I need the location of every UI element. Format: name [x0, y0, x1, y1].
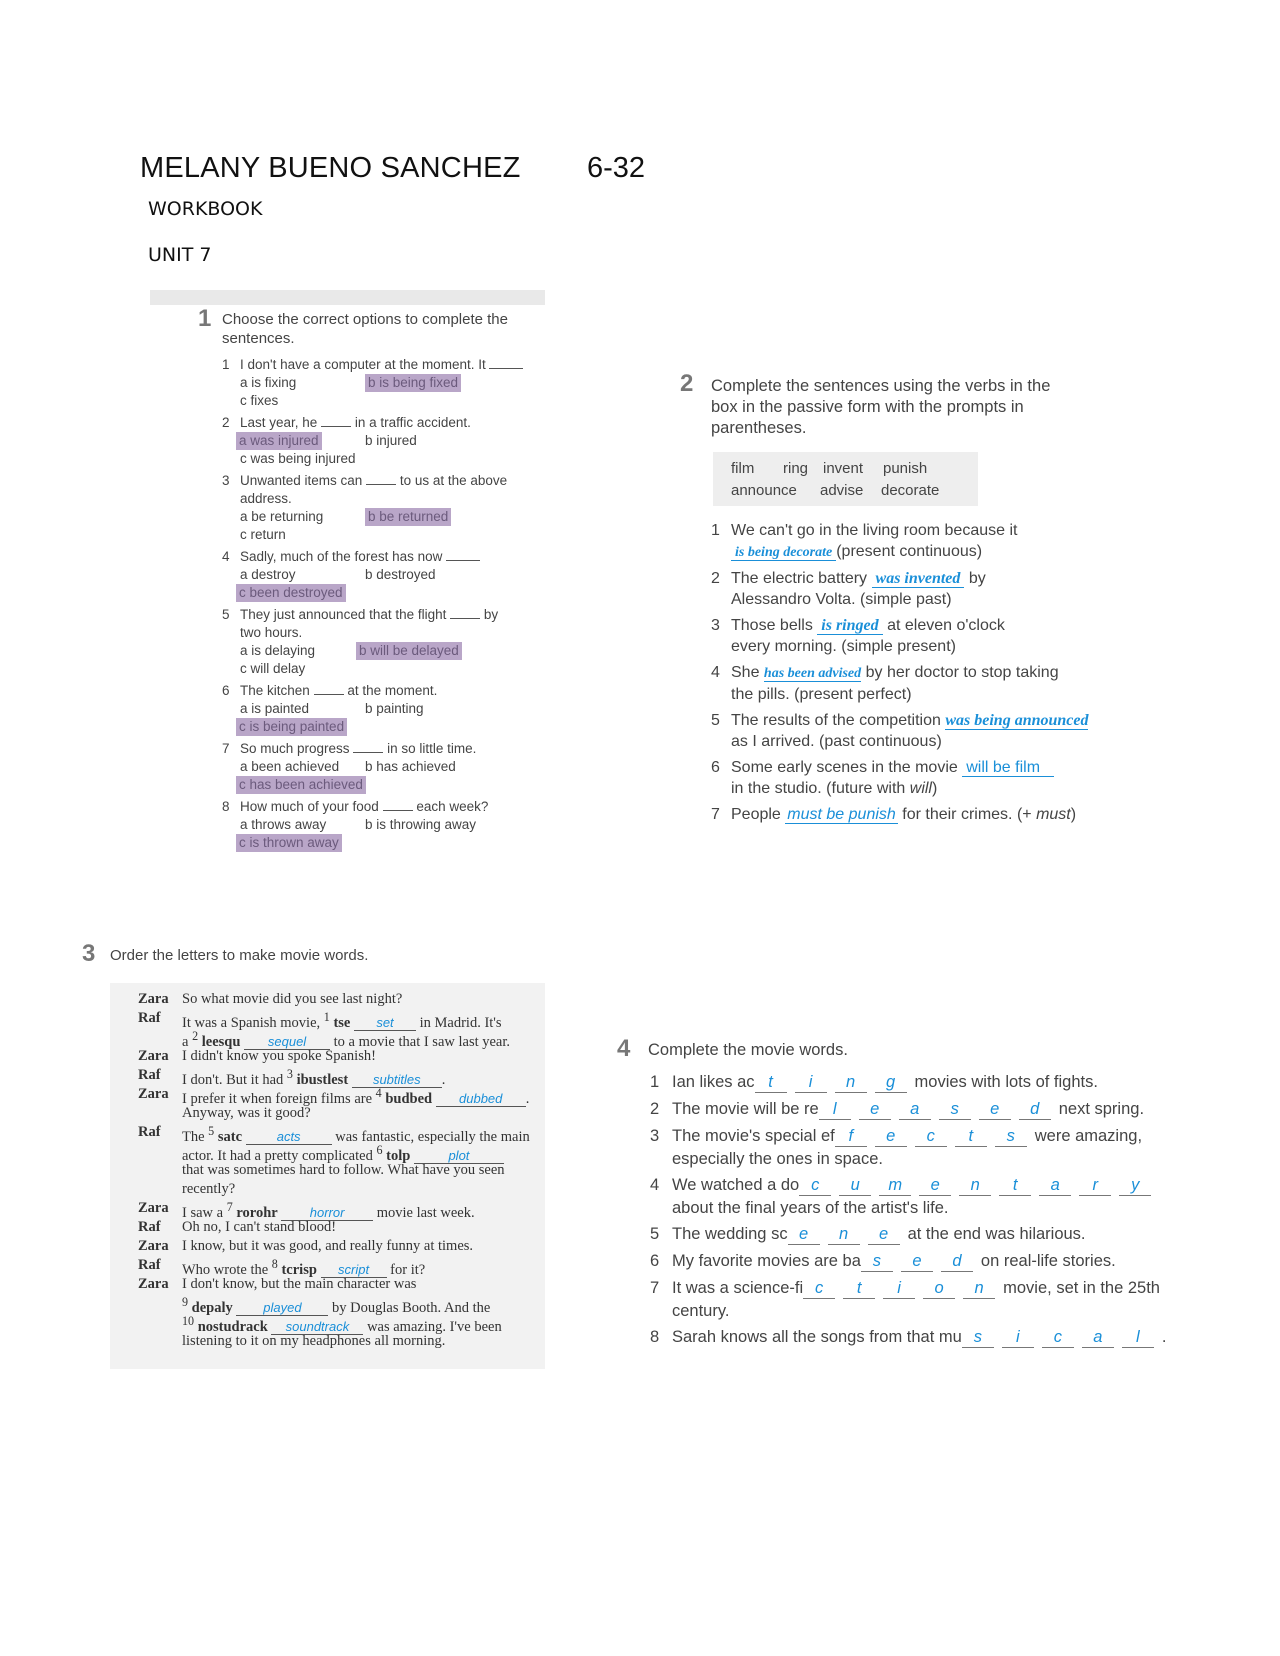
exercise-2-title: Complete the sentences using the verbs in the box in the passive form with the prompts in parentheses. [711, 377, 1051, 437]
selected-option[interactable]: b is being fixed [365, 374, 461, 392]
exercise-2-number: 2 [680, 370, 694, 397]
selected-option[interactable]: b be returned [365, 508, 451, 526]
letter-blank[interactable]: n [959, 1177, 991, 1196]
answer-blank[interactable]: plot [414, 1148, 504, 1164]
letter-blank[interactable]: o [923, 1280, 955, 1299]
letter-blank[interactable]: e [875, 1128, 907, 1147]
letter-blank[interactable]: a [899, 1101, 931, 1120]
list-item: 1 We can't go in the living room because it is being decorate (present continuous) [711, 522, 1018, 560]
letter-blank[interactable]: s [939, 1101, 971, 1120]
letter-blank[interactable]: t [955, 1128, 987, 1147]
letter-blank[interactable]: e [919, 1177, 951, 1196]
item-number: 1 [650, 1073, 660, 1091]
exercise-4-title: Complete the movie words. [648, 1041, 848, 1059]
answer-blank[interactable]: sequel [244, 1034, 330, 1050]
selected-option[interactable]: b will be delayed [356, 642, 462, 660]
answer-blank[interactable]: set [354, 1015, 416, 1031]
letter-blank[interactable]: s [861, 1253, 893, 1272]
item-number: 5 [650, 1225, 660, 1243]
exercise-1-list: 1 I don't have a computer at the moment. It a is fixing b is being fixed c fixes 2 Last year, he in a traffic accident. a was injured b injured c was being injured 3 Unwanted items can to us at the above address. a be returning b be returned c return 4 Sadly, much of the forest has now a destroy b destroyed c been destroyed 5 They just announced that the flight by two hours. a is delaying b will be delayed c will delay 6 The kitchen at the moment. a is painted b painting c is being painted 7 So much progress in so little time. a been achieved b has achieved c has been achieved 8 How much of your food each week? a throws away b is throwing away c is thrown away [222, 356, 552, 852]
student-code: 6-32 [587, 152, 646, 184]
letter-blank[interactable]: a [1082, 1329, 1114, 1348]
item-number: 8 [650, 1328, 660, 1346]
selected-option[interactable]: c has been achieved [236, 776, 366, 794]
letter-blank[interactable]: n [835, 1074, 867, 1093]
letter-blank[interactable]: i [883, 1280, 915, 1299]
letter-blank[interactable]: e [788, 1226, 820, 1245]
letter-blank[interactable]: t [999, 1177, 1031, 1196]
list-item: 1 I don't have a computer at the moment. It [222, 356, 552, 374]
letter-blank[interactable]: n [963, 1280, 995, 1299]
list-item: 3 Those bells is ringed at eleven o'clock every morning. (simple present) [711, 617, 1005, 655]
item-number: 6 [650, 1252, 660, 1270]
workbook-label: WORKBOOK [148, 198, 263, 220]
selected-option[interactable]: c is thrown away [236, 834, 342, 852]
letter-blank[interactable]: e [901, 1253, 933, 1272]
letter-blank[interactable]: d [941, 1253, 973, 1272]
letter-blank[interactable]: s [995, 1128, 1027, 1147]
letter-blank[interactable]: a [1039, 1177, 1071, 1196]
selected-option[interactable]: a was injured [236, 432, 322, 450]
exercise-4-number: 4 [617, 1035, 631, 1062]
letter-blank[interactable]: e [979, 1101, 1011, 1120]
letter-blank[interactable]: l [1122, 1329, 1154, 1348]
letter-blank[interactable]: y [1119, 1177, 1151, 1196]
exercise-3-title: Order the letters to make movie words. [110, 947, 369, 964]
unit-label: UNIT 7 [148, 244, 212, 266]
exercise-3-number: 3 [82, 940, 96, 967]
letter-blank[interactable]: f [835, 1128, 867, 1147]
letter-blank[interactable]: c [799, 1177, 831, 1196]
dialogue-box: Zara So what movie did you see last night? Raf It was a Spanish movie, $^1$ tse set in Madrid. It's a $^2$ leesqu sequel to a movie that I saw last year. Zara I didn't know you spoke Spanish! Raf I don't. But it had $^3$ ibustlest subtitles . Zara I prefer it when foreign films are $^4$ budbed dubbed . Anyway, was it good? Raf The $^5$ satc acts was fantastic, especially the main actor. It had a pretty complicated $^6$ tolp plot that was sometimes hard to follow. What have you seen recently? Zara I saw a $^7$ rorohr horror movie last week. Raf Oh no, I can't stand blood! Zara I know, but it was good, and really funny at times. Raf Who wrote the $^8$ tcrisp script for it? Zara I don't know, but the main character was $^9$ depaly played by Douglas Booth. And the $^{10}$ nostudrack soundtrack was amazing. I've been listening to it on my headphones all morning. [110, 983, 545, 1369]
answer-blank[interactable]: subtitles [352, 1072, 442, 1088]
selected-option[interactable]: c been destroyed [236, 584, 346, 602]
letter-blank[interactable]: i [795, 1074, 827, 1093]
item-number: 4 [650, 1176, 660, 1194]
letter-blank[interactable]: g [875, 1074, 907, 1093]
list-item: 7 People must be punish for their crimes. (+ must) [711, 806, 1077, 823]
answer-blank[interactable]: played [236, 1300, 328, 1316]
letter-blank[interactable]: n [828, 1226, 860, 1245]
letter-blank[interactable]: e [868, 1226, 900, 1245]
letter-blank[interactable]: c [1042, 1329, 1074, 1348]
exercise-1-band [150, 290, 545, 305]
answer-blank[interactable]: script [321, 1262, 387, 1278]
letter-blank[interactable]: r [1079, 1177, 1111, 1196]
letter-blank[interactable]: c [803, 1280, 835, 1299]
item-number: 7 [650, 1279, 660, 1297]
answer-blank[interactable]: dubbed [436, 1091, 526, 1107]
student-name: MELANY BUENO SANCHEZ [140, 152, 521, 184]
letter-blank[interactable]: t [755, 1074, 787, 1093]
exercise-4-list: 1 Ian likes ac t i n g movies with lots of fights. 2 The movie will be re l e a s e d next spring. 3 The movie's special ef f e c t s were amazing, especially the ones in space. 4 We watched a do c u m e n t a r y about the final years of the artist's life. 5 The wedding sc e n e at the end was hilarious. 6 My favorite movies are ba s e d on real-life stories. 7 It was a science-fi c t i o n movie, set in the 25th century. 8 Sarah knows all the songs from that mu s i c a l . [650, 1073, 1167, 1346]
letter-blank[interactable]: t [843, 1280, 875, 1299]
word-box: film ring invent punish announce advise decorate [713, 452, 978, 506]
answer-blank[interactable]: soundtrack [271, 1319, 363, 1335]
list-item: 5 The results of the competition was being announced as I arrived. (past continuous) [711, 712, 1089, 750]
item-number: 3 [650, 1127, 660, 1145]
exercise-1-title: Choose the correct options to complete the sentences. [222, 311, 508, 347]
letter-blank[interactable]: d [1019, 1101, 1051, 1120]
list-item: 6 Some early scenes in the movie will be film in the studio. (future with will) [711, 757, 1181, 799]
answer-blank[interactable]: acts [246, 1129, 332, 1145]
letter-blank[interactable]: c [915, 1128, 947, 1147]
item-number: 2 [650, 1100, 660, 1118]
letter-blank[interactable]: e [859, 1101, 891, 1120]
list-item: 2 The electric battery was invented by Alessandro Volta. (simple past) [711, 570, 986, 608]
exercise-2-list [711, 520, 1181, 830]
letter-blank[interactable]: l [819, 1101, 851, 1120]
exercise-1-number: 1 [198, 305, 212, 332]
letter-blank[interactable]: u [839, 1177, 871, 1196]
list-item: 4 She has been advised by her doctor to stop taking the pills. (present perfect) [711, 664, 1059, 703]
letter-blank[interactable]: i [1002, 1329, 1034, 1348]
answer-blank[interactable]: horror [281, 1205, 373, 1221]
selected-option[interactable]: c is being painted [236, 718, 347, 736]
letter-blank[interactable]: m [879, 1177, 911, 1196]
letter-blank[interactable]: s [962, 1329, 994, 1348]
